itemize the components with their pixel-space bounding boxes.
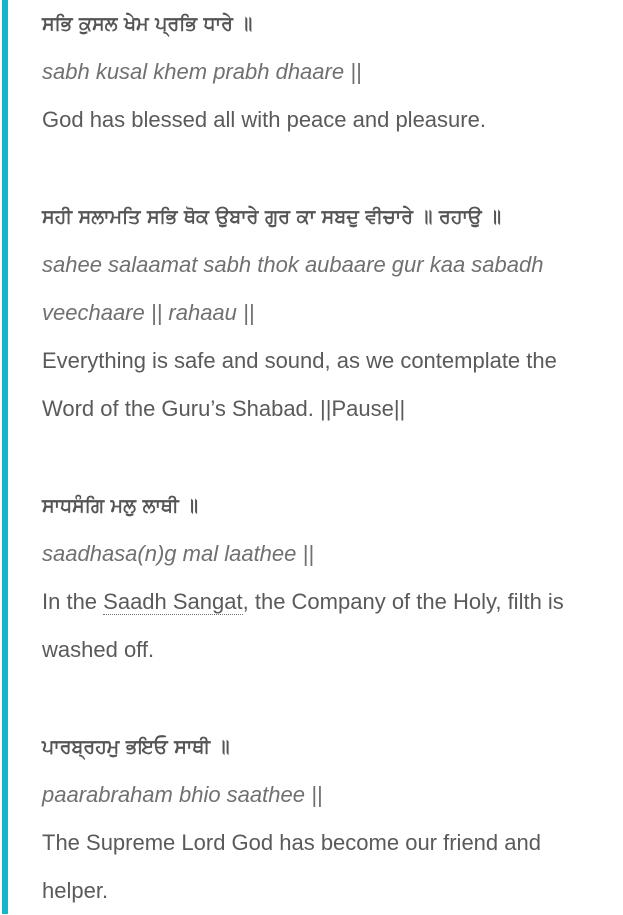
verse-3 — [42, 482, 617, 674]
verse-4 — [42, 723, 617, 915]
transliteration-line: saadhasa(n)g mal laathee || — [42, 541, 314, 566]
translation-text: In the — [42, 589, 104, 614]
accent-bar — [2, 0, 8, 914]
transliteration-line: sabh kusal khem prabh dhaare || — [42, 59, 362, 84]
verse-list — [42, 0, 617, 915]
translation-line — [42, 578, 617, 626]
verse-2 — [42, 193, 617, 433]
gurmukhi-line: ਸਾਧਸੰਗਿ ਮਲੁ ਲਾਥੀ ॥ — [42, 495, 199, 517]
gurmukhi-line: ਸਭਿ ਕੁਸਲ ਖੇਮ ਪ੍ਰਭਿ ਧਾਰੇ ॥ — [42, 13, 253, 35]
saadh-sangat-link[interactable]: Saadh Sangat — [103, 589, 243, 614]
translation-line: The Supreme Lord God has become our friend and — [42, 830, 541, 855]
translation-line: helper. — [42, 878, 109, 903]
transliteration-line: sahee salaamat sabh thok aubaare gur kaa sabadh — [42, 252, 544, 277]
translation-line: Word of the Guru’s Shabad. ||Pause|| — [42, 396, 406, 421]
translation-line: God has blessed all with peace and pleasure. — [42, 107, 486, 132]
verse-1 — [42, 0, 617, 144]
transliteration-line: paarabraham bhio saathee || — [42, 782, 323, 807]
gurmukhi-line: ਸਹੀ ਸਲਾਮਤਿ ਸਭਿ ਥੋਕ ਉਬਾਰੇ ਗੁਰ ਕਾ ਸਬਦੁ ਵੀਚਾਰੇ ॥ ਰਹਾਉ ॥ — [42, 206, 502, 228]
transliteration-line: veechaare || rahaau || — [42, 300, 255, 325]
translation-line: Everything is safe and sound, as we contemplate the — [42, 348, 557, 373]
gurmukhi-line: ਪਾਰਬ੍ਰਹਮੁ ਭਇਓ ਸਾਥੀ ॥ — [42, 736, 230, 758]
translation-line: washed off. — [42, 637, 155, 662]
translation-text: , the Company of the Holy, filth is — [242, 589, 564, 614]
